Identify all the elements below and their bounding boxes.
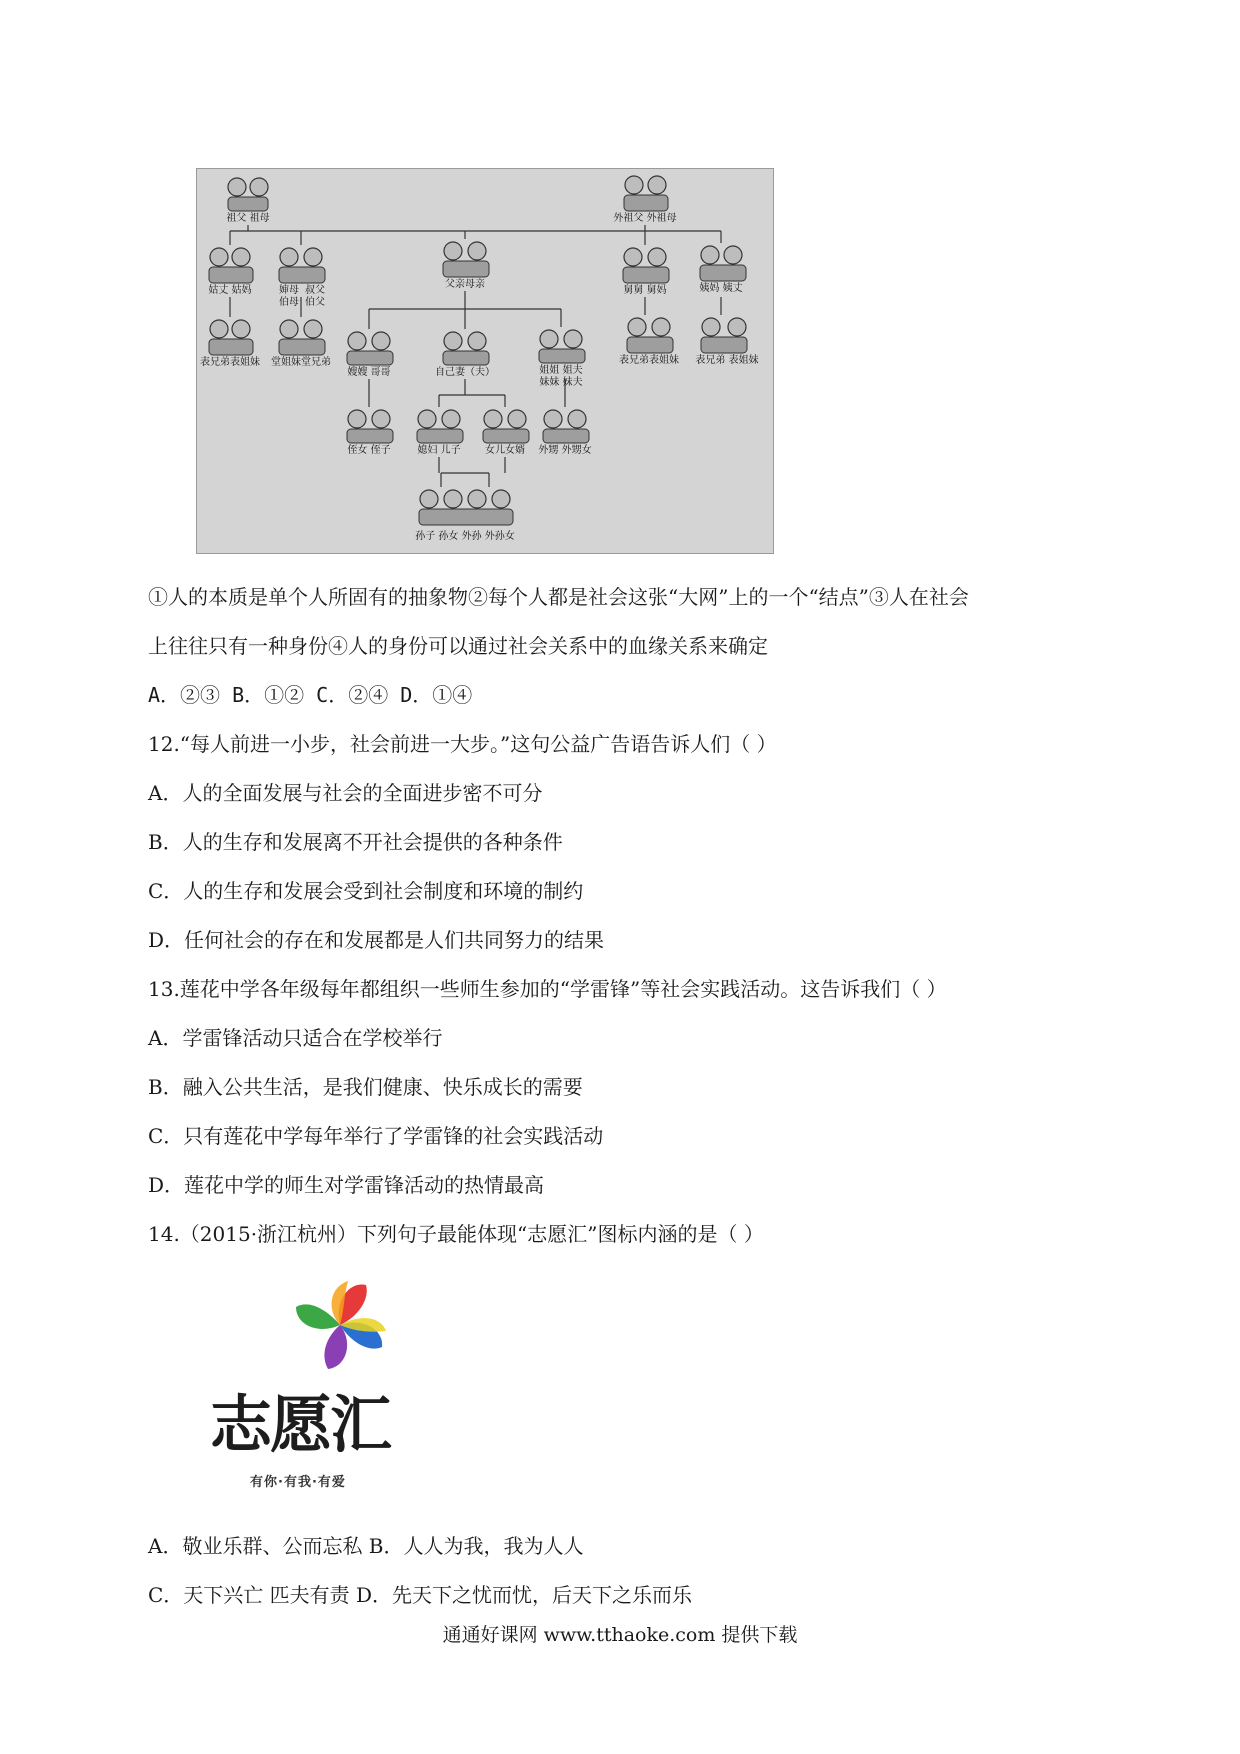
q11-options: A．②③ B．①② C．②④ D．①④ — [148, 683, 473, 707]
label-uncle-b: 叔父 — [305, 285, 325, 296]
label-nephew: 侄女 侄子 — [347, 445, 391, 456]
family-tree-illustration — [196, 168, 774, 554]
label-cousins-3: 表兄弟表姐妹 — [619, 355, 679, 366]
q12-option-d: D．任何社会的存在和发展都是人们共同努力的结果 — [148, 928, 605, 952]
label-brother: 嫂嫂 哥哥 — [347, 367, 391, 378]
label-aunt-father: 姑丈 姑妈 — [208, 285, 252, 296]
pinwheel-icon — [270, 1275, 410, 1375]
label-grandchildren: 孙子 孙女 外孙 外孙女 — [415, 531, 515, 542]
q11-statement-line1: ①人的本质是单个人所固有的抽象物②每个人都是社会这张“大网”上的一个“结点”③人在社会 — [148, 585, 969, 609]
q12-option-a: A．人的全面发展与社会的全面进步密不可分 — [148, 781, 543, 805]
q14-stem: 14.（2015·浙江杭州）下列句子最能体现“志愿汇”图标内涵的是（ ） — [148, 1222, 764, 1246]
label-son: 媳妇 儿子 — [417, 445, 461, 456]
label-sister-a: 姐姐 姐夫 — [539, 365, 583, 376]
q12-option-b: B．人的生存和发展离不开社会提供的各种条件 — [148, 830, 563, 854]
label-uncle-mother: 舅舅 舅妈 — [623, 285, 667, 296]
label-aunt-mother: 姨妈 姨丈 — [699, 283, 743, 294]
logo-slogan: 有你·有我·有爱 — [250, 1475, 346, 1490]
page-footer: 通通好课网 www.tthaoke.com 提供下载 — [442, 1624, 798, 1646]
label-aunt-uncle-a2: 伯母 — [279, 297, 299, 308]
label-self: 自己妻（夫） — [435, 367, 495, 378]
q13-option-c: C．只有莲花中学每年举行了学雷锋的社会实践活动 — [148, 1124, 604, 1148]
q14-options-cd: C．天下兴亡 匹夫有责 D．先天下之忧而忧，后天下之乐而乐 — [148, 1583, 693, 1607]
q13-stem: 13.莲花中学各年级每年都组织一些师生参加的“学雷锋”等社会实践活动。这告诉我们（ ） — [148, 977, 947, 1001]
label-uncle-b2: 伯父 — [305, 297, 325, 308]
q13-option-b: B．融入公共生活，是我们健康、快乐成长的需要 — [148, 1075, 583, 1099]
q11-statement-line2: 上往往只有一种身份④人的身份可以通过社会关系中的血缘关系来确定 — [148, 634, 768, 658]
label-daughter: 女儿女婿 — [485, 445, 525, 456]
label-sister-b: 妹妹 妹夫 — [539, 377, 583, 388]
q12-option-c: C．人的生存和发展会受到社会制度和环境的制约 — [148, 879, 584, 903]
label-sister-children: 外甥 外甥女 — [538, 445, 592, 456]
label-cousins-4: 表兄弟 表姐妹 — [695, 355, 759, 366]
q14-options-ab: A．敬业乐群、公而忘私 B．人人为我，我为人人 — [148, 1534, 584, 1558]
volunteer-logo — [210, 1275, 460, 1505]
q12-stem: 12.“每人前进一小步，社会前进一大步。”这句公益广告语告诉人们（ ） — [148, 732, 777, 756]
label-grandparents: 祖父 祖母 — [226, 213, 270, 224]
label-cousins-1: 表兄弟表姐妹 — [200, 357, 260, 368]
label-parents: 父亲母亲 — [445, 279, 485, 290]
label-maternal-grandparents: 外祖父 外祖母 — [613, 213, 677, 224]
label-cousins-2: 堂姐妹堂兄弟 — [271, 357, 331, 368]
q13-option-d: D．莲花中学的师生对学雷锋活动的热情最高 — [148, 1173, 545, 1197]
q13-option-a: A．学雷锋活动只适合在学校举行 — [148, 1026, 443, 1050]
label-aunt-uncle-a: 婶母 — [279, 285, 299, 296]
logo-wordmark: 志愿汇 — [210, 1388, 391, 1461]
